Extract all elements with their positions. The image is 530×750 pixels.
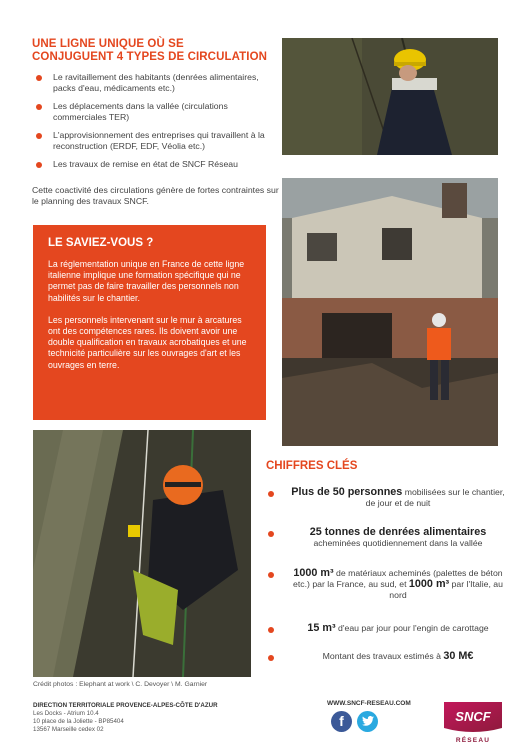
bullet-dot — [268, 627, 274, 633]
photo-building-worker-illustration — [282, 178, 498, 446]
twitter-bird-glyph — [362, 716, 374, 726]
stat-materials: 1000 m³ de matériaux acheminés (palettes de béton etc.) par la France, au sud, et 1000 m³ par l'Italie, au nord — [268, 568, 508, 601]
circulation-list — [34, 72, 279, 177]
photo-climber-helmet — [282, 38, 498, 155]
stat-personnel: Plus de 50 personnes mobilisées sur le chantier, de jour et de nuit — [268, 487, 508, 509]
photo-building-worker — [282, 178, 498, 446]
section-title-circulation: UNE LIGNE UNIQUE OÙ SE CONJUGUENT 4 TYPES DE CIRCULATION — [32, 38, 268, 63]
facebook-icon[interactable]: f — [331, 711, 352, 732]
stat-water: 15 m³ d'eau par jour pour l'engin de carottage — [268, 623, 508, 634]
did-you-know-paragraph-1: La réglementation unique en France de cette ligne italienne implique une formation spécifique qui ne permet pas de faire travailler des personnels non habilités sur le chantier. — [48, 259, 245, 303]
bullet-dot — [268, 655, 274, 661]
list-item: Les travaux de remise en état de SNCF Réseau — [34, 159, 279, 170]
website-link[interactable]: WWW.SNCF-RESEAU.COM — [327, 700, 411, 707]
photo-climber-wall-illustration — [33, 430, 251, 677]
photo-credit: Crédit photos : Elephant at work \ C. Devoyer \ M. Garnier — [33, 681, 208, 688]
photo-climber-helmet-illustration — [282, 38, 498, 155]
twitter-icon[interactable] — [357, 711, 378, 732]
address-block: DIRECTION TERRITORIALE PROVENCE-ALPES-CÔTE D'AZUR Les Docks - Atrium 10.4 10 place de la Joliette - BP85404 13567 Marseille cedex 02 — [33, 702, 218, 733]
list-item: Le ravitaillement des habitants (denrées alimentaires, packs d'eau, médicaments etc.) — [34, 72, 279, 94]
sncf-reseau-logo — [440, 700, 506, 746]
stat-food-supply: 25 tonnes de denrées alimentaires acheminées quotidiennement dans la vallée — [268, 527, 508, 549]
did-you-know-paragraph-2: Les personnels intervenant sur le mur à arcatures ont des compétences rares. Ils doivent avoir une double qualification en travaux acrobatiques et une technicité particulière sur les ouvrages d'art et les ouvrages en terre. — [48, 314, 247, 370]
did-you-know-title: LE SAVIEZ-VOUS ? — [48, 237, 154, 249]
coactivity-paragraph: Cette coactivité des circulations génère de fortes contraintes sur le planning des travaux SNCF. — [32, 185, 279, 206]
bullet-dot — [268, 572, 274, 578]
did-you-know-box — [33, 225, 266, 420]
key-figures-title: CHIFFRES CLÉS — [266, 460, 358, 472]
list-item: Les déplacements dans la vallée (circulations commerciales TER) — [34, 101, 279, 123]
sncf-logo-mark — [440, 700, 506, 746]
stat-budget: Montant des travaux estimés à 30 M€ — [268, 651, 508, 662]
bullet-dot — [268, 491, 274, 497]
reseau-logo-text: RÉSEAU — [455, 737, 491, 744]
bullet-dot — [268, 531, 274, 537]
list-item: L'approvisionnement des entreprises qui travaillent à la reconstruction (ERDF, EDF, Véolia etc.) — [34, 130, 279, 152]
sncf-logo-text: SNCF — [455, 709, 491, 724]
photo-climber-wall — [33, 430, 251, 677]
